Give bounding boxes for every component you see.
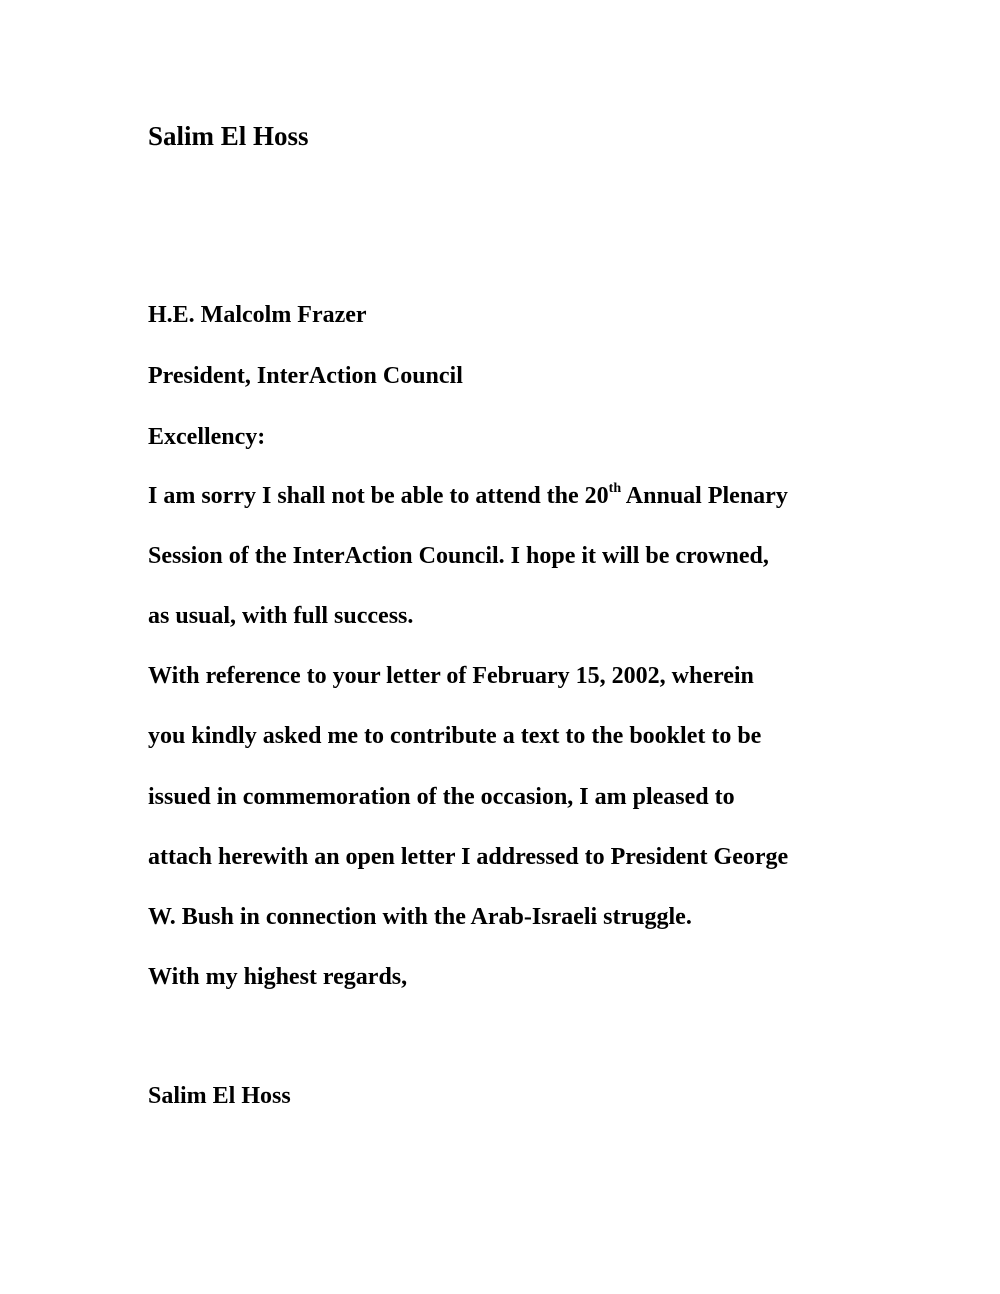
- letterhead-name: Salim El Hoss: [148, 121, 309, 151]
- ordinal-suffix: th: [608, 481, 622, 496]
- body-line-4: With reference to your letter of February 15, 2002, wherein: [148, 663, 754, 689]
- body-line-8: W. Bush in connection with the Arab-Israeli struggle.: [148, 904, 692, 930]
- recipient-title: President, InterAction Council: [148, 363, 463, 389]
- body-line-5: you kindly asked me to contribute a text to the booklet to be: [148, 723, 762, 749]
- salutation: Excellency:: [148, 424, 266, 450]
- body-line-7: attach herewith an open letter I addressed to President George: [148, 844, 789, 870]
- recipient-name: H.E. Malcolm Frazer: [148, 302, 367, 328]
- body-line-2: Session of the InterAction Council. I hope it will be crowned,: [148, 543, 769, 569]
- body-line-6: issued in commemoration of the occasion, I am pleased to: [148, 784, 735, 810]
- body-line-1: [148, 481, 788, 511]
- closing: With my highest regards,: [148, 964, 408, 990]
- body-line-3: as usual, with full success.: [148, 603, 414, 629]
- body-line-1-start: I am sorry I shall not be able to attend the 20: [148, 483, 609, 509]
- body-line-1-end: Annual Plenary: [621, 483, 788, 509]
- signature-name: Salim El Hoss: [148, 1083, 291, 1109]
